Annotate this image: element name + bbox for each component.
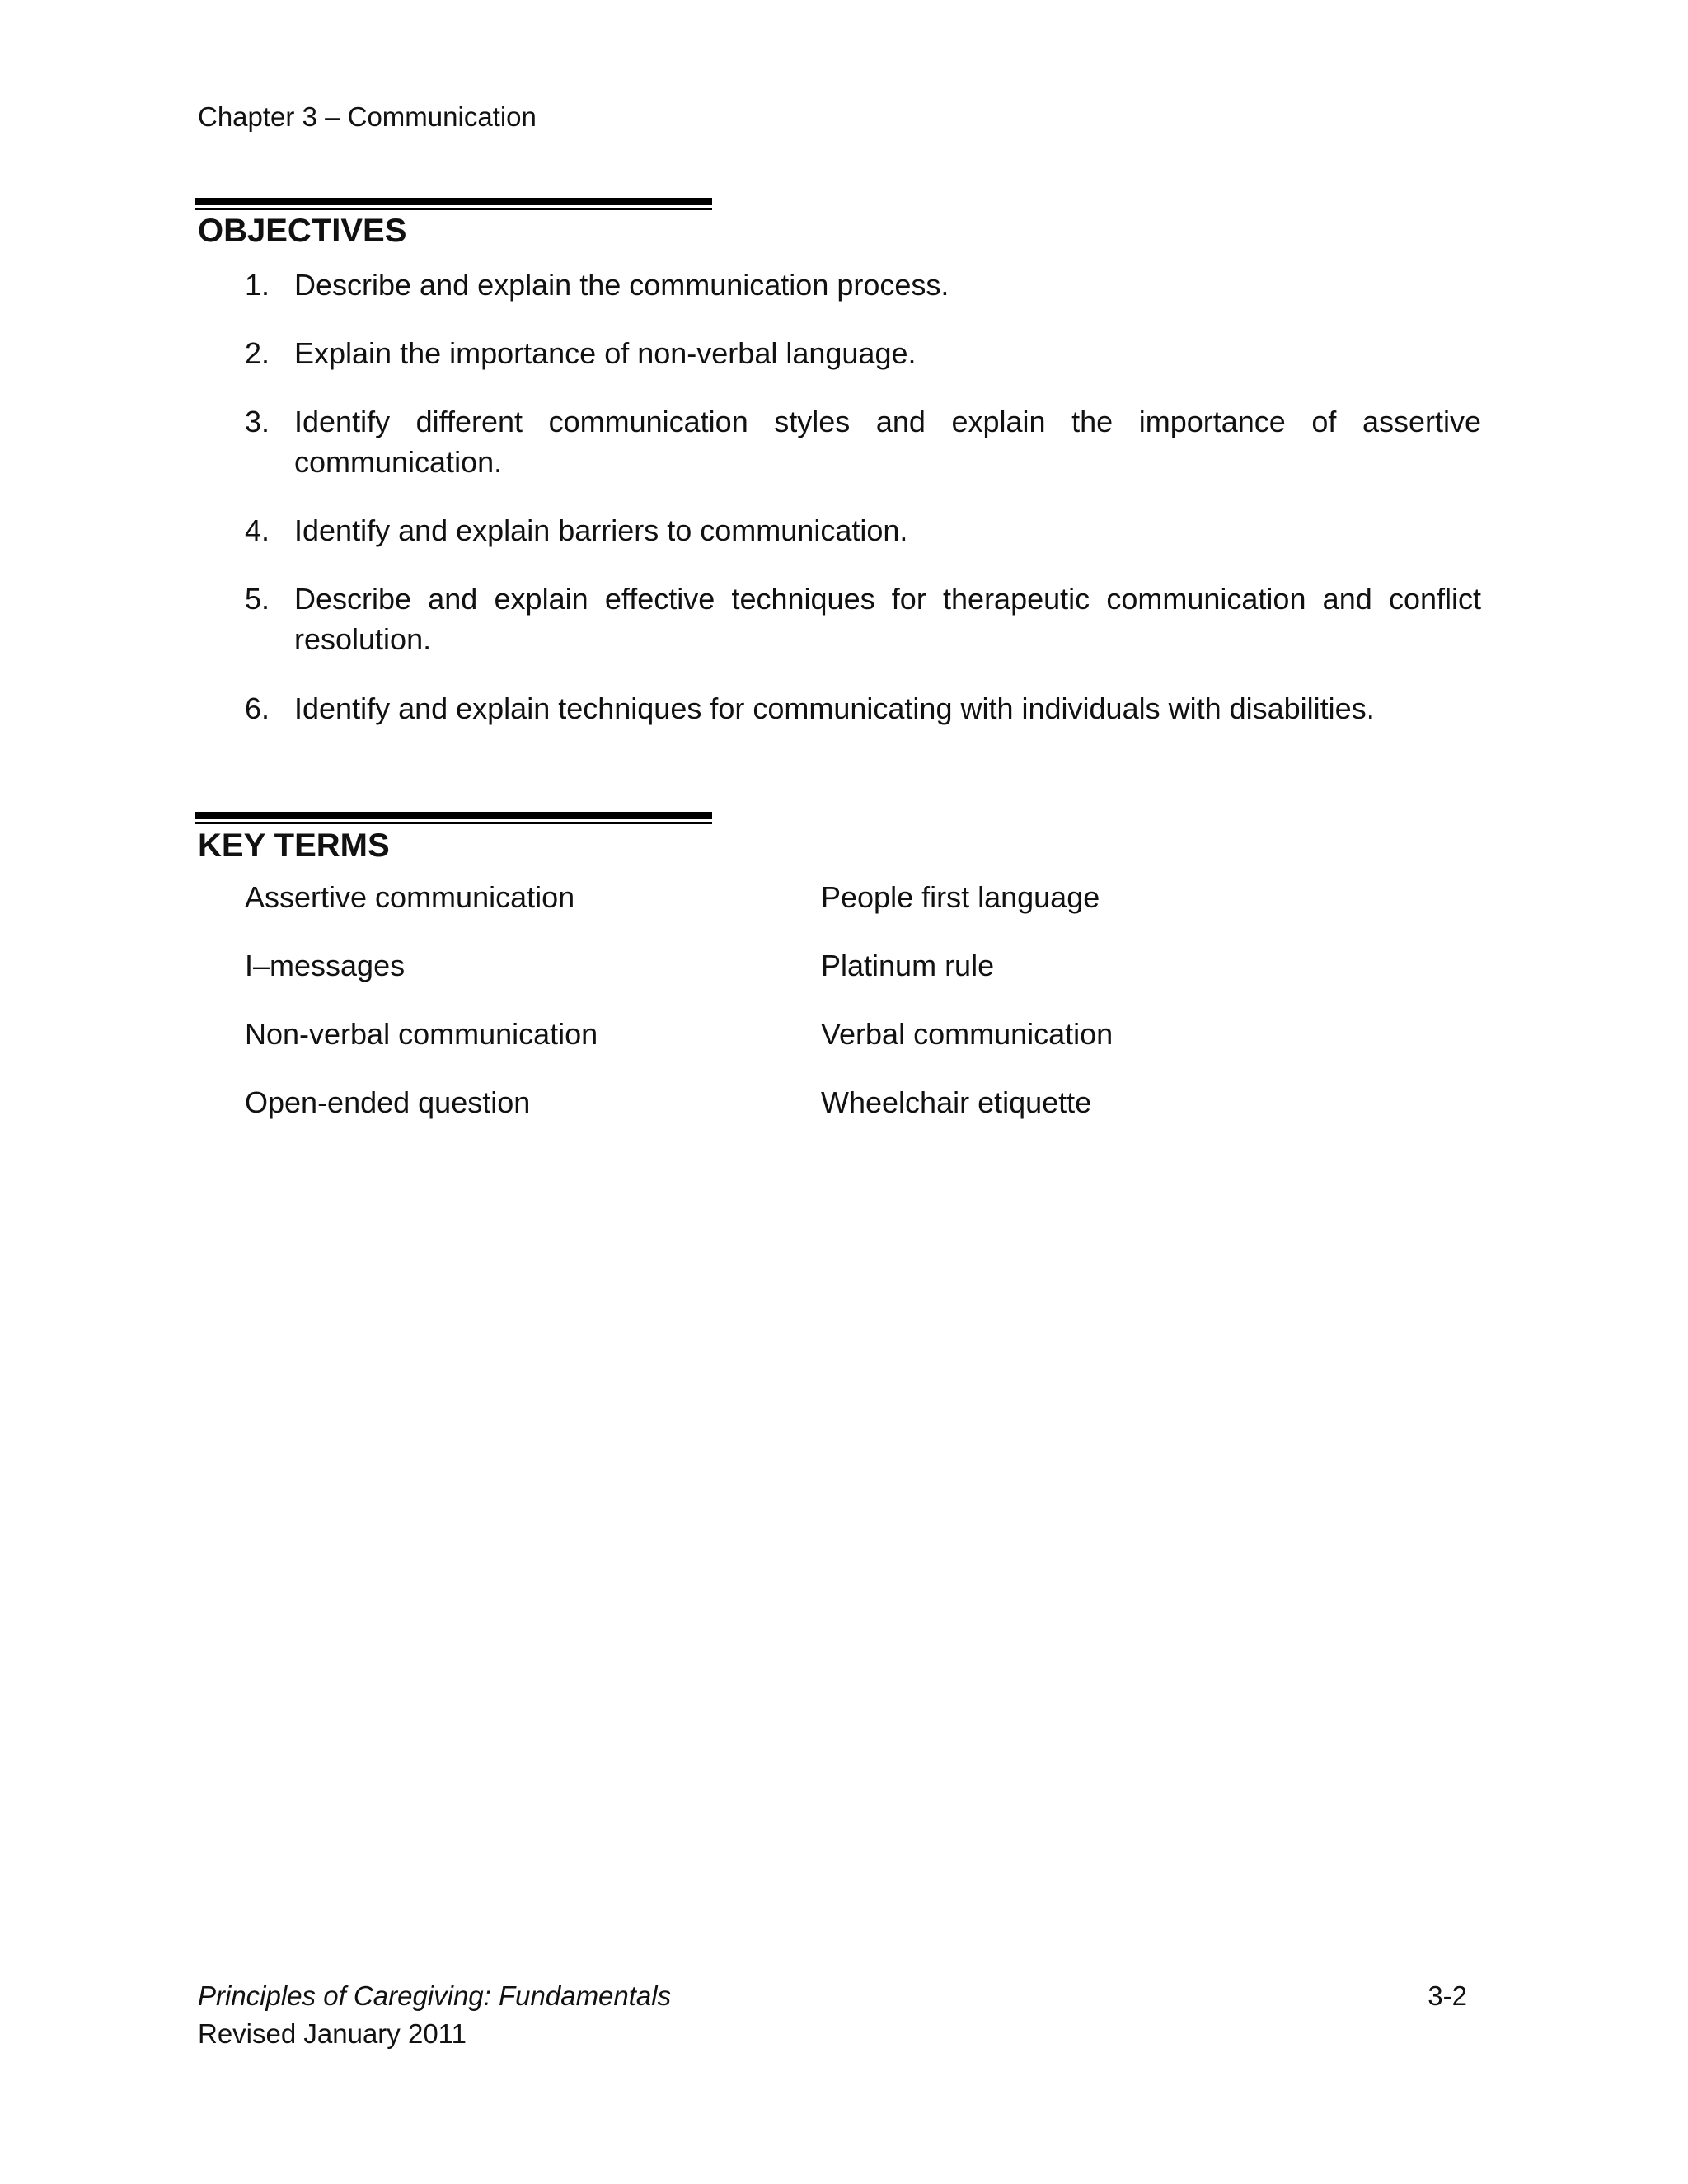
objective-number: 4. xyxy=(245,513,270,547)
objectives-heading: OBJECTIVES xyxy=(198,213,407,249)
section-rule xyxy=(195,812,712,825)
objective-number: 5. xyxy=(245,582,270,616)
page-number: 3-2 xyxy=(1428,1980,1467,2011)
footer-revised-date: Revised January 2011 xyxy=(198,2018,467,2049)
objective-number: 2. xyxy=(245,336,270,370)
key-term: Wheelchair etiquette xyxy=(821,1085,1092,1119)
objective-text: Identify and explain barriers to communication. xyxy=(294,513,908,547)
key-term: Platinum rule xyxy=(821,949,995,982)
objective-text: Describe and explain the communication process. xyxy=(294,268,950,302)
objective-text: Describe and explain effective techniques for therapeutic communication and conflict resolution. xyxy=(294,582,1481,656)
objective-text: Identify and explain techniques for communicating with individuals with disabilities. xyxy=(294,691,1375,725)
objective-text: Identify different communication styles and explain the importance of assertive communication. xyxy=(294,405,1481,479)
running-header: Chapter 3 – Communication xyxy=(198,101,537,132)
key-term: People first language xyxy=(821,880,1100,914)
objective-number: 1. xyxy=(245,268,270,302)
objective-number: 6. xyxy=(245,691,270,725)
key-term: Open-ended question xyxy=(245,1085,531,1119)
key-term: Non-verbal communication xyxy=(245,1017,598,1051)
objective-number: 3. xyxy=(245,405,270,438)
key-terms-heading: KEY TERMS xyxy=(198,827,390,864)
key-term: Verbal communication xyxy=(821,1017,1114,1051)
objective-text: Explain the importance of non-verbal language. xyxy=(294,336,917,370)
key-term: Assertive communication xyxy=(245,880,575,914)
rule-thick-line xyxy=(195,812,712,819)
footer-book-title: Principles of Caregiving: Fundamentals xyxy=(198,1980,672,2011)
key-term: I–messages xyxy=(245,949,406,982)
rule-thick-line xyxy=(195,198,712,205)
